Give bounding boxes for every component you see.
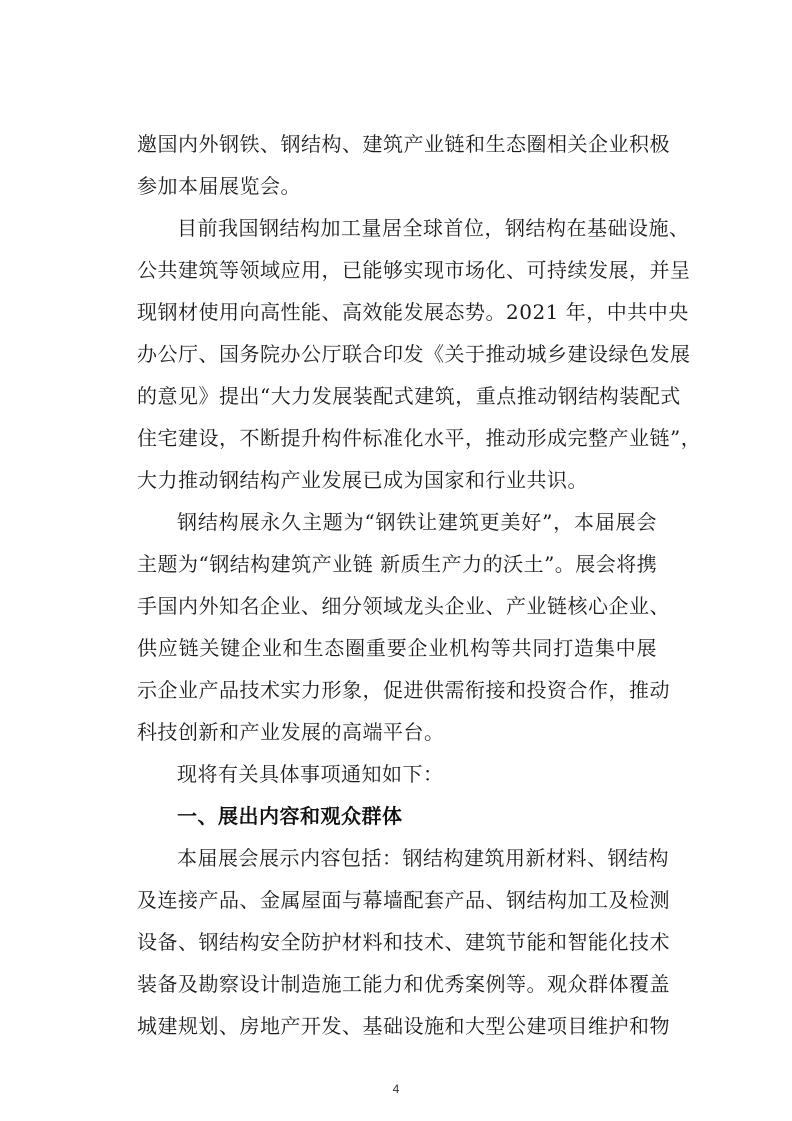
paragraph-line: 装备及勘察设计制造施工能力和优秀案例等。观众群体覆盖 — [137, 972, 670, 996]
paragraph-line: 钢结构展永久主题为“钢铁让建筑更美好”，本届展会 — [177, 510, 657, 534]
paragraph-line: 住宅建设，不断提升构件标准化水平，推动形成完整产业链”， — [137, 426, 702, 450]
paragraph-line: 的意见》提出“大力发展装配式建筑，重点推动钢结构装配式 — [137, 384, 681, 408]
paragraph-line: 供应链关键企业和生态圈重要企业机构等共同打造集中展 — [137, 636, 657, 660]
paragraph-line: 公共建筑等领域应用，已能够实现市场化、可持续发展，并呈 — [137, 258, 691, 282]
paragraph-line: 科技创新和产业发展的高端平台。 — [137, 720, 445, 744]
paragraph-line: 及连接产品、金属屋面与幕墙配套产品、钢结构加工及检测 — [137, 888, 670, 912]
paragraph-line: 设备、钢结构安全防护材料和技术、建筑节能和智能化技术 — [137, 930, 670, 954]
paragraph-line: 大力推动钢结构产业发展已成为国家和行业共识。 — [137, 468, 588, 492]
paragraph-line: 主题为“钢结构建筑产业链 新质生产力的沃土”。展会将携 — [137, 552, 658, 576]
paragraph-line: 目前我国钢结构加工量居全球首位，钢结构在基础设施、 — [177, 216, 690, 240]
paragraph-line: 参加本届展览会。 — [137, 174, 301, 198]
paragraph-line: 本届展会展示内容包括：钢结构建筑用新材料、钢结构 — [177, 846, 669, 870]
paragraph-line: 办公厅、国务院办公厅联合印发《关于推动城乡建设绿色发展 — [137, 342, 691, 366]
paragraph-line: 邀国内外钢铁、钢结构、建筑产业链和生态圈相关企业积极 — [137, 132, 670, 156]
paragraph-line: 手国内外知名企业、细分领域龙头企业、产业链核心企业、 — [137, 594, 670, 618]
paragraph-line: 示企业产品技术实力形象，促进供需衔接和投资合作，推动 — [137, 678, 670, 702]
page-number: 4 — [392, 1082, 400, 1096]
paragraph-line: 现将有关具体事项通知如下： — [177, 762, 444, 786]
section-heading: 一、展出内容和观众群体 — [177, 804, 403, 828]
paragraph-line: 城建规划、房地产开发、基础设施和大型公建项目维护和物 — [137, 1014, 670, 1038]
paragraph-line: 现钢材使用向高性能、高效能发展态势。2021 年，中共中央 — [137, 300, 689, 324]
